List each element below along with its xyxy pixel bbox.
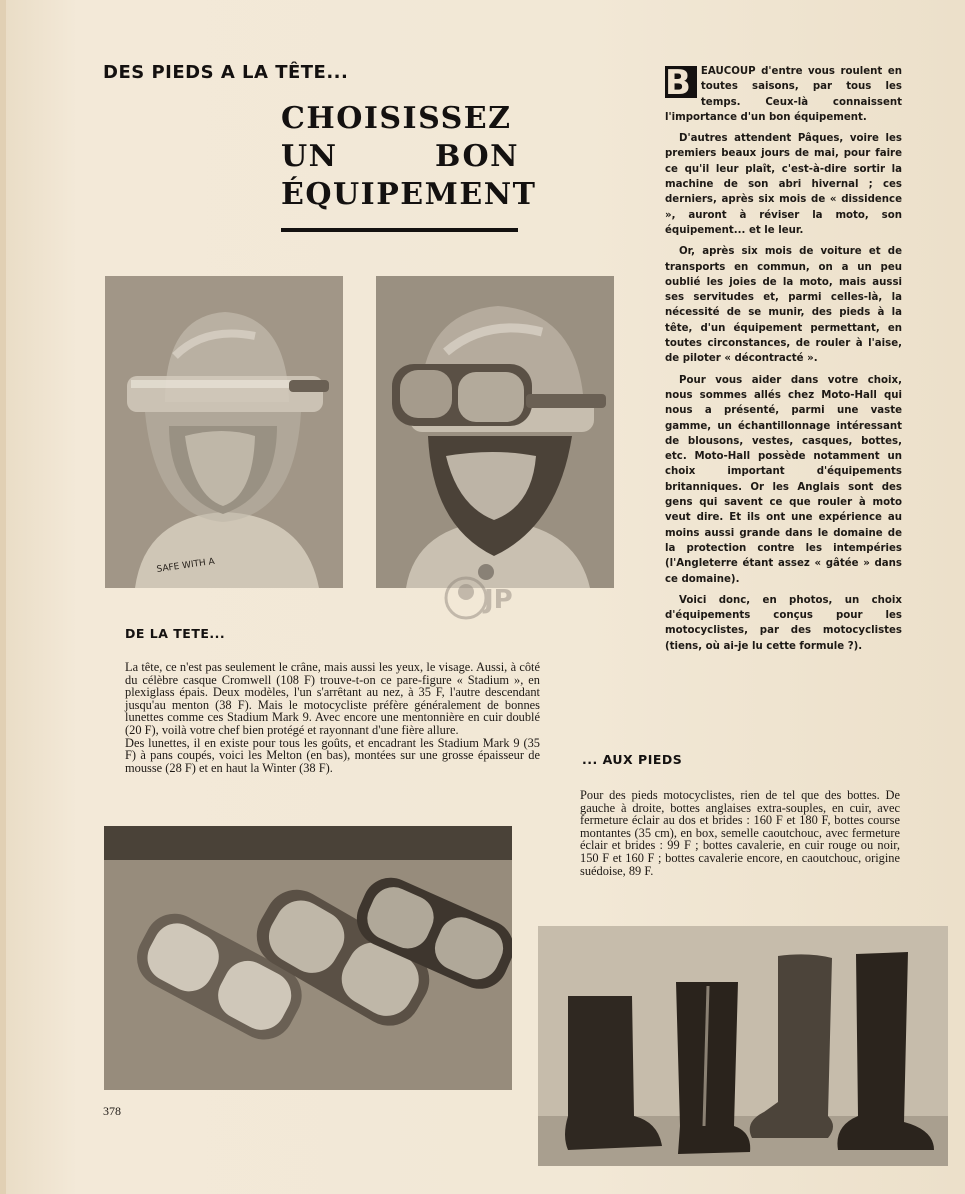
photo-goggles <box>104 826 512 1090</box>
intro-paragraph-1: B EAUCOUP d'entre vous roulent en toutes saisons, par tous les temps. Ceux-là connaissent l'importance d'un bon équipement. <box>665 63 902 123</box>
photo-helmet-goggles <box>376 276 614 588</box>
drop-cap: B <box>665 66 697 98</box>
feet-section-text <box>580 789 900 877</box>
feet-paragraph: Pour des pieds motocyclistes, rien de tel que des bottes. De gauche à droite, bottes anglaises extra-souples, en cuir, avec fermeture éclair au dos et brides : 160 F et 180 F, bottes course montantes (35 cm), en box, semelle caoutchouc, avec fermeture éclair et brides : 99 F ; bottes cavalerie, en cuir rouge ou noir, 150 F et 160 F ; bottes cavalerie encore, en caoutchouc, origine suédoise, 89 F. <box>580 788 900 878</box>
paper-edge <box>0 0 6 1194</box>
kicker-heading: DES PIEDS A LA TÊTE... <box>103 62 349 83</box>
headline-word-un: UN <box>281 139 338 174</box>
intro-paragraph-4: Pour vous aider dans votre choix, nous sommes allés chez Moto-Hall qui nous a présenté, parmi une vaste gamme, un échantillonnage intéressant de blousons, vestes, casques, bottes, etc. Moto-Hall possède notamment un choix important d'équipements britanniques. Or les Anglais sont des gens qui savent ce que rouler à moto veut dire. Et ils ont une expérience au moins aussi grande dans le domaine de la protection contre les intempéries (l'Angleterre étant assez « gâtée » dans ce domaine). <box>665 374 902 585</box>
watermark-logo <box>440 562 524 628</box>
intro-paragraph-2: D'autres attendent Pâques, voire les premiers beaux jours de mai, pour faire ce qu'il leur plaît, c'est-à-dire sortir la machine de son abri hivernal ; ces derniers, après six mois de « dissidence », auront à réviser la moto, son équipement... et le leur. <box>665 133 902 236</box>
intro-column <box>665 64 902 660</box>
head-paragraph-1: La tête, ce n'est pas seulement le crâne, mais aussi les yeux, le visage. Aussi, à côté du célèbre casque Cromwell (108 F) trouve-t-on ce pare-figure « Stadium », en plexiglass épais. Deux modèles, l'un s'arrêtant au nez, à 35 F, l'autre descendant jusqu'au menton (38 F). Mais le motocycliste préfère généralement de bonnes lunettes comme ces Stadium Mark 9. Avec encore une mentonnière en cuir doublé (20 F), voilà votre chef bien protégé et rayonnant d'une fière allure. <box>125 660 540 737</box>
headline-underline <box>281 228 518 232</box>
intro-paragraph-5: Voici donc, en photos, un choix d'équipements conçus pour les motocyclistes, par des motocyclistes (tiens, où ai-je lu cette formule ?). <box>665 594 902 652</box>
intro-paragraph-3: Or, après six mois de voiture et de transports en commun, on a un peu oublié les joies de la moto, mais aussi ses servitudes et, parmi celles-là, la nécessité de se munir, des pieds à la tête, d'un équipement permettant, en toutes circonstances, de rouler à l'aise, de piloter « décontracté ». <box>665 246 902 365</box>
section-title-feet: ... AUX PIEDS <box>582 752 683 767</box>
headline-line-2 <box>281 138 519 176</box>
section-title-head: DE LA TETE... <box>125 626 226 641</box>
head-paragraph-2: Des lunettes, il en existe pour tous les goûts, et encadrant les Stadium Mark 9 (35 F) à pans coupés, voici les Melton (en bas), montées sur une grosse épaisseur de mousse (28 F) et en haut la Winter (38 F). <box>125 735 540 775</box>
main-headline <box>281 100 537 214</box>
head-section-text <box>125 661 540 774</box>
headline-line-3: ÉQUIPEMENT <box>281 177 537 212</box>
photo-helmet-visor <box>105 276 343 588</box>
photo-boots <box>538 926 948 1166</box>
headline-word-bon: BON <box>435 139 519 174</box>
page-number: 378 <box>103 1104 121 1118</box>
headline-line-1: CHOISISSEZ <box>281 101 512 136</box>
helmet-stand-label: SAFE WITH A <box>156 556 216 575</box>
watermark-text: JP <box>484 585 513 615</box>
